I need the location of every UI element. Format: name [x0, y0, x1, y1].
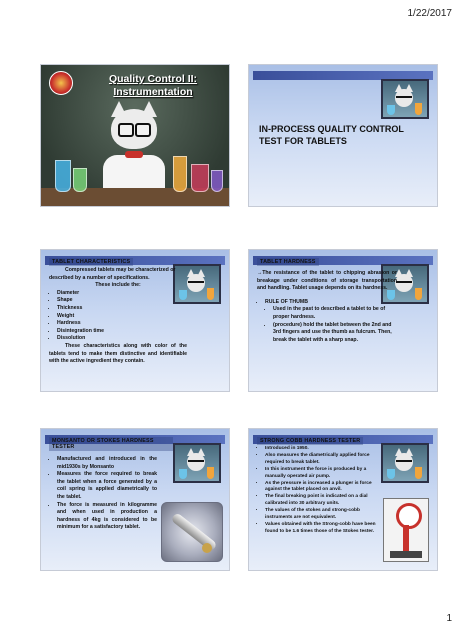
slide-strong-cobb-tester — [248, 428, 438, 571]
beaker-icon — [73, 168, 87, 192]
slide-heading — [259, 123, 435, 147]
slide-title-heading — [97, 73, 209, 99]
slide-monsanto-tester — [40, 428, 230, 571]
beaker-icon — [173, 156, 187, 192]
school-logo-icon — [49, 71, 73, 95]
list-item: • Measures the force required to break the tablet when a force generated by a coil spring is applied diametrically to the tablet. — [57, 471, 157, 501]
glasses-icon — [135, 123, 151, 137]
heading-line-2: TEST FOR TABLETS — [259, 136, 347, 146]
list-item: • The force is measured in kilogramme and when used in production a hardness of 4kg is considered to be minimum for a satisfactory tablet. — [57, 502, 157, 532]
list-item: • Values obtained with the Strong-cobb have been found to be 1.6 times those of the Stokes tester. — [265, 522, 381, 536]
slide-title — [40, 64, 230, 207]
list-item: • The final breaking point is indicated on a dial calibrated into 30 arbitrary units. — [265, 494, 381, 508]
scientist-cat-thumbnail-icon — [381, 443, 429, 483]
heading-line-1: IN-PROCESS QUALITY CONTROL — [259, 124, 404, 134]
slide-body — [49, 267, 187, 366]
bowtie-icon — [125, 151, 143, 158]
list-item: • Diameter — [57, 290, 187, 298]
page-date: 1/22/2017 — [407, 8, 452, 19]
slide-body — [49, 456, 157, 532]
list-item: • As the pressure is increased a plunger is force against the tablet placed on anvil. — [265, 481, 381, 495]
rule-list — [257, 299, 397, 307]
list-item: • Hardness — [57, 320, 187, 328]
characteristics-list — [49, 290, 187, 343]
scientist-cat-thumbnail-icon — [381, 79, 429, 119]
title-line-1: Quality Control II: — [108, 73, 198, 85]
list-item: • In this instrument the force is produced by a manually operated air pump. — [265, 467, 381, 481]
page-number: 1 — [446, 613, 452, 624]
list-item: • The values of the stokes and strong-cobb instruments are not equivalent. — [265, 508, 381, 522]
slide-label: MONSANTO OR STOKES HARDNESS TESTER — [49, 437, 173, 451]
intro-text: Compressed tablets may be characterized or described by a number of specifications. — [49, 267, 176, 281]
tester-facts-list — [49, 456, 157, 532]
list-item: • Dissolution — [57, 335, 187, 343]
beaker-icon — [191, 164, 209, 192]
list-item: • Also measures the diametrically applied force required to break tablet. — [265, 453, 381, 467]
list-item: • Disintegration time — [57, 328, 187, 336]
strong-cobb-tester-photo — [383, 498, 429, 562]
slide-label: TABLET HARDNESS — [257, 258, 319, 266]
glasses-icon — [118, 123, 134, 137]
list-item: • Shape — [57, 297, 187, 305]
slide-body — [257, 270, 397, 344]
include-text: These include the: — [95, 282, 141, 289]
definition-text: →The resistance of the tablet to chipping abrasion or breakage under conditions of storage transportation and handling. Tablet usage depends on its hardness. — [257, 270, 397, 292]
title-line-2: Instrumentation — [113, 86, 193, 98]
beaker-icon — [211, 170, 223, 192]
monsanto-tester-photo — [161, 502, 223, 562]
slide-tablet-characteristics — [40, 249, 230, 392]
list-item: • Manufactured and introduced in the mid1930s by Monsanto — [57, 456, 157, 471]
slide-tablet-hardness — [248, 249, 438, 392]
arrow-icon: → — [257, 270, 263, 276]
scientist-cat-thumbnail-icon — [173, 443, 221, 483]
list-item: • Used in the past to described a tablet to be of proper hardness. — [273, 306, 397, 321]
tester-facts-list — [257, 446, 381, 536]
rule-title: • RULE OF THUMB — [265, 299, 397, 307]
list-item: • Thickness — [57, 305, 187, 313]
list-item: • Introduced in 1950. — [265, 446, 381, 453]
list-item: • Weight — [57, 313, 187, 321]
slide-body — [257, 446, 381, 536]
list-item: • (procedure) hold the tablet between the 2nd and 3rd fingers and use the thumb as fulcrum. Then, break the tablet with a sharp snap. — [273, 322, 397, 345]
slide-label: STRONG COBB HARDNESS TESTER — [257, 437, 363, 445]
slide-label: TABLET CHARACTERISTICS — [49, 258, 133, 266]
beaker-icon — [55, 160, 71, 192]
closing-text: These characteristics along with color of the tablets tend to make them distinctive and identifiable with the active ingredient they contain. — [49, 342, 187, 365]
slide-in-process-qc — [248, 64, 438, 207]
rule-sublist — [257, 306, 397, 344]
